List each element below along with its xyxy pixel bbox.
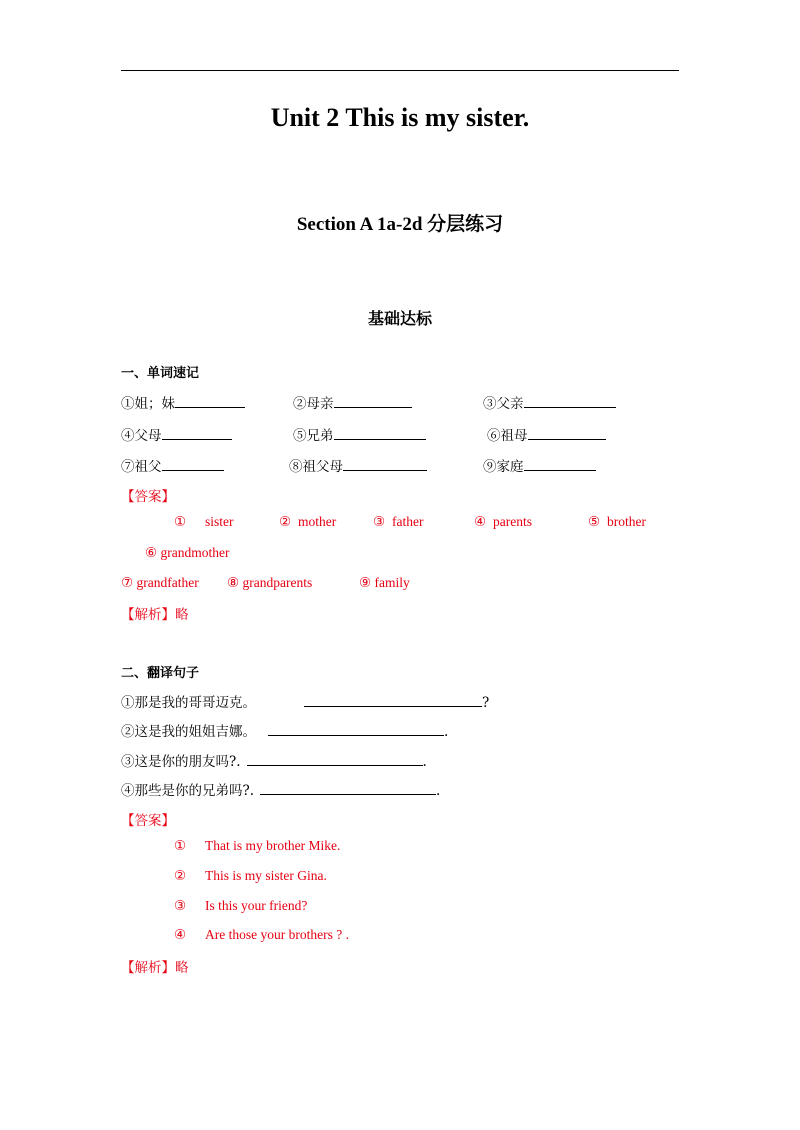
word-item: ⑦祖父 xyxy=(121,455,224,475)
answer-num: ③ xyxy=(373,514,386,529)
page-title: Unit 2 This is my sister. xyxy=(270,103,530,132)
section2-heading: 二、翻译句子 xyxy=(121,666,200,681)
word-item: ⑨家庭 xyxy=(483,455,596,475)
answer-num: ② xyxy=(279,514,292,529)
header-rule xyxy=(121,70,679,71)
word-item: ②母亲 xyxy=(293,392,412,412)
answer-num: ④ xyxy=(174,927,187,942)
answer-word: brother xyxy=(607,514,646,529)
word-item: ⑤兄弟 xyxy=(293,424,426,444)
answer-num: ④ xyxy=(474,514,487,529)
word-item: ①姐；妹 xyxy=(121,392,245,412)
answer-num: ⑤ xyxy=(588,514,601,529)
word-item: ③父亲 xyxy=(483,392,616,412)
answer-sentence: That is my brother Mike. xyxy=(205,838,341,853)
answer-word: sister xyxy=(205,514,234,529)
answer-tag: 【答案】 xyxy=(121,813,175,829)
section1-heading: 一、单词速记 xyxy=(121,366,200,381)
answer-num: ① xyxy=(174,514,187,529)
answer-sentence: Is this your friend? xyxy=(205,898,308,913)
answer-word: ⑨ family xyxy=(359,575,410,590)
answer-num: ① xyxy=(174,838,187,853)
answer-num: ③ xyxy=(174,898,187,913)
sentence-item: ①那是我的哥哥迈克。 ? xyxy=(121,695,490,711)
level-heading: 基础达标 xyxy=(367,309,432,328)
sentence-item: ④那些是你的兄弟吗?. . xyxy=(121,783,441,799)
answer-tag: 【答案】 xyxy=(121,489,175,505)
answer-sentence: Are those your brothers ? . xyxy=(205,927,349,942)
analysis-line: 【解析】略 xyxy=(121,607,189,623)
answer-word: ⑥ grandmother xyxy=(145,545,230,560)
analysis-line: 【解析】略 xyxy=(121,960,189,976)
answer-word: mother xyxy=(298,514,337,529)
answer-word: parents xyxy=(493,514,532,529)
answer-word: ⑧ grandparents xyxy=(227,575,313,590)
sentence-item: ②这是我的姐姐吉娜。 . xyxy=(121,724,449,740)
sentence-item: ③这是你的朋友吗?. . xyxy=(121,754,427,770)
word-item: ④父母 xyxy=(121,424,232,444)
answer-word: father xyxy=(392,514,424,529)
word-item: ⑥祖母 xyxy=(487,424,606,444)
page-subtitle: Section A 1a-2d 分层练习 xyxy=(296,214,504,235)
word-item: ⑧祖父母 xyxy=(289,455,427,475)
answer-word: ⑦ grandfather xyxy=(121,575,199,590)
answer-num: ② xyxy=(174,868,187,883)
answer-sentence: This is my sister Gina. xyxy=(205,868,327,883)
